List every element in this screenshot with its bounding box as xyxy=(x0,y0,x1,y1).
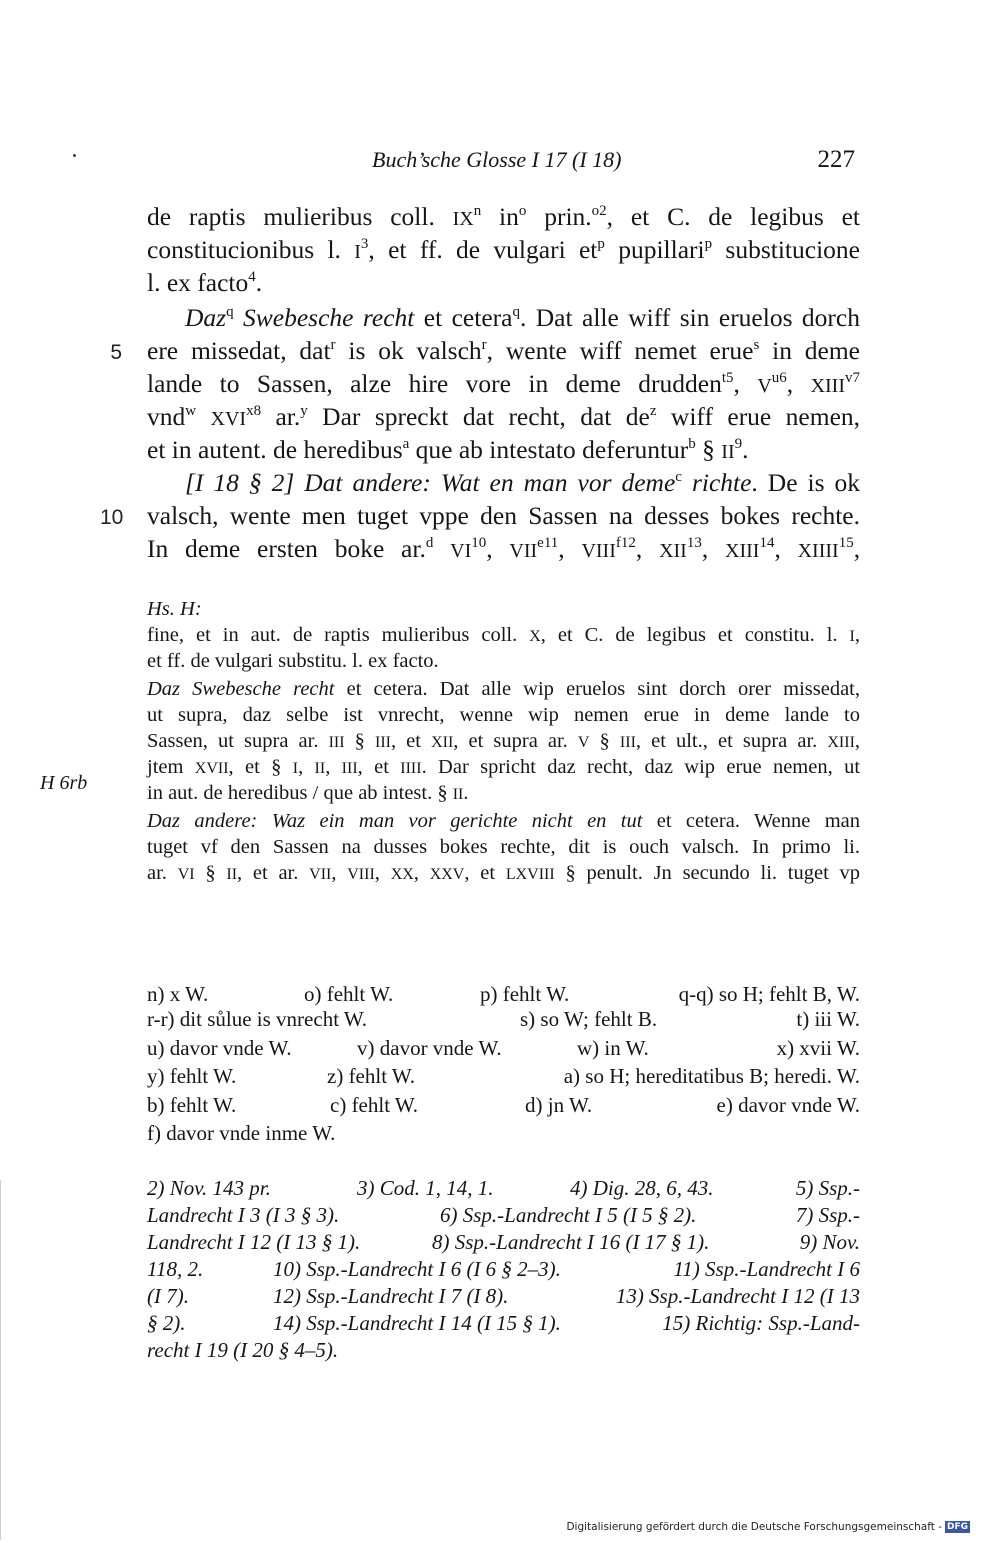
variant-note: u) davor vnde W. xyxy=(147,1036,292,1060)
margin-folio-note: H 6rb xyxy=(40,772,88,794)
variant-note: q-q) so H; fehlt B, W. xyxy=(678,982,860,1006)
main-line: valsch, wente men tuget vppe den Sassen na desses bokes rechte. xyxy=(147,501,860,530)
footnote: 118, 2. xyxy=(147,1257,204,1281)
footnote: 4) Dig. 28, 6, 43. xyxy=(570,1176,714,1200)
variant-note: t) iii W. xyxy=(796,1007,860,1031)
variant-note: y) fehlt W. xyxy=(147,1064,237,1088)
credit-text: Digitalisierung gefördert durch die Deutsche Forschungsgemeinschaft - xyxy=(566,1521,942,1533)
footnote: 7) Ssp.- xyxy=(795,1203,860,1227)
glosse-line: Daz Swebesche recht et cetera. Dat alle wip eruelos sint dorch orer missedat, xyxy=(147,678,860,700)
footnote: 5) Ssp.- xyxy=(795,1176,860,1200)
manuscript-label: Hs. H: xyxy=(147,598,202,620)
glosse-line: Daz andere: Waz ein man vor gerichte nicht en tut et cetera. Wenne man xyxy=(147,810,860,832)
variant-note: c) fehlt W. xyxy=(330,1093,419,1117)
main-line: de raptis mulieribus coll. $IX^n$ $in^o$ prin.$^{o2}$, et C. de legibus et xyxy=(147,202,861,231)
footnote: recht I 19 (I 20 § 4–5). xyxy=(147,1338,339,1362)
glosse-line: Sassen, ut supra ar. III § III, et XII, et supra ar. V § III, et ult., et supra ar. XIII, xyxy=(147,730,861,752)
running-header: Buch’sche Glosse I 17 (I 18) xyxy=(372,147,622,172)
main-line: constitucionibus l. $I^3$, et ff. de vulgari $et^p$ pupillari$^p$ substitucione xyxy=(147,235,860,264)
glosse-line: tuget vf den Sassen na dusses bokes rechte, dit is ouch valsch. In primo li. xyxy=(147,836,860,858)
footnote: (I 7). xyxy=(147,1284,189,1308)
main-line: vnd$^w$ $XVI^{x8}$ ar.$^y$ Dar spreckt dat recht, dat $de^z$ wiff erue nemen, xyxy=(147,402,861,431)
main-line: l. ex facto$^4$. xyxy=(147,268,263,297)
variant-note: n) x W. xyxy=(147,982,209,1006)
footnote: 12) Ssp.-Landrecht I 7 (I 8). xyxy=(273,1284,509,1308)
footnote: 13) Ssp.-Landrecht I 12 (I 13 xyxy=(615,1284,860,1308)
variant-note: o) fehlt W. xyxy=(304,982,394,1006)
variant-note: b) fehlt W. xyxy=(147,1093,237,1117)
glosse-line: in aut. de heredibus / que ab intest. § II. xyxy=(147,782,469,804)
footnote: 9) Nov. xyxy=(799,1230,860,1254)
footnote: Landrecht I 12 (I 13 § 1). xyxy=(147,1230,361,1254)
footnote: 6) Ssp.-Landrecht I 5 (I 5 § 2). xyxy=(440,1203,697,1227)
glosse-line: et ff. de vulgari substitu. l. ex facto. xyxy=(147,650,439,672)
variant-note: v) davor vnde W. xyxy=(357,1036,502,1060)
variant-note: r-r) dit sůlue is vnrecht W. xyxy=(147,1007,368,1031)
footnote: 2) Nov. 143 pr. xyxy=(147,1176,271,1200)
footnote: 15) Richtig: Ssp.-Land- xyxy=(662,1311,860,1335)
variant-note: d) jn W. xyxy=(525,1093,593,1117)
variant-note: x) xvii W. xyxy=(776,1036,860,1060)
main-line: In deme ersten boke ar.$^d$ VI$^{10}$, $VII^{e11}$, $VIII^{f12}$, XII$^{13}$, XIII$^{14}$, XIIII$^{15}$, xyxy=(147,534,861,563)
footnote: 11) Ssp.-Landrecht I 6 xyxy=(673,1257,860,1281)
glosse-line: ut supra, daz selbe ist vnrecht, wenne wip nemen erue in deme lande to xyxy=(147,704,860,726)
glosse-line: jtem XVII, et § I, II, III, et IIII. Dar spricht daz recht, daz wip erue nemen, ut xyxy=(147,756,861,778)
variant-note: z) fehlt W. xyxy=(327,1064,416,1088)
variant-note: w) in W. xyxy=(577,1036,649,1060)
main-line: [I 18 § 2] Dat andere: Wat en man vor deme$^c$ richte. De is ok xyxy=(185,468,860,497)
main-line: lande to Sassen, alze hire vore in deme drudden$^{t5}$, $V^{u6}$, $XIII^{v7}$ xyxy=(147,369,860,398)
scan-speck xyxy=(73,154,76,157)
scan-edge xyxy=(0,1180,1,1540)
variant-note: s) so W; fehlt B. xyxy=(520,1007,658,1031)
main-line: ere missedat, dat$^r$ is ok valsch$^r$, wente wiff nemet erue$^s$ in deme xyxy=(147,336,860,365)
main-line: Daz$^q$ Swebesche recht et cetera$^q$. Dat alle wiff sin eruelos dorch xyxy=(185,303,860,332)
glosse-line: ar. VI § II, et ar. VII, VIII, XX, XXV, et LXVIII § penult. Jn secundo li. tuget vp xyxy=(147,862,861,884)
footnote: 14) Ssp.-Landrecht I 14 (I 15 § 1). xyxy=(273,1311,561,1335)
glosse-line: fine, et in aut. de raptis mulieribus coll. X, et C. de legibus et constitu. l. I, xyxy=(147,624,860,646)
line-number: 5 xyxy=(110,341,122,364)
digitization-credit xyxy=(566,1521,970,1533)
page-number: 227 xyxy=(817,146,855,173)
variant-note: f) davor vnde inme W. xyxy=(147,1121,336,1145)
line-number: 10 xyxy=(100,506,124,529)
dfg-logo: DFG xyxy=(946,1522,968,1532)
variant-note: e) davor vnde W. xyxy=(716,1093,860,1117)
footnote: 3) Cod. 1, 14, 1. xyxy=(357,1176,494,1200)
footnote: § 2). xyxy=(147,1311,186,1335)
variant-note: a) so H; hereditatibus B; heredi. W. xyxy=(563,1064,860,1088)
variant-note: p) fehlt W. xyxy=(480,982,570,1006)
footnote: 10) Ssp.-Landrecht I 6 (I 6 § 2–3). xyxy=(273,1257,561,1281)
footnote: Landrecht I 3 (I 3 § 3). xyxy=(147,1203,340,1227)
main-line: et in autent. de heredibus$^a$ que ab intestato deferuntur$^b$ § $II^9$. xyxy=(147,435,749,464)
footnote: 8) Ssp.-Landrecht I 16 (I 17 § 1). xyxy=(432,1230,710,1254)
